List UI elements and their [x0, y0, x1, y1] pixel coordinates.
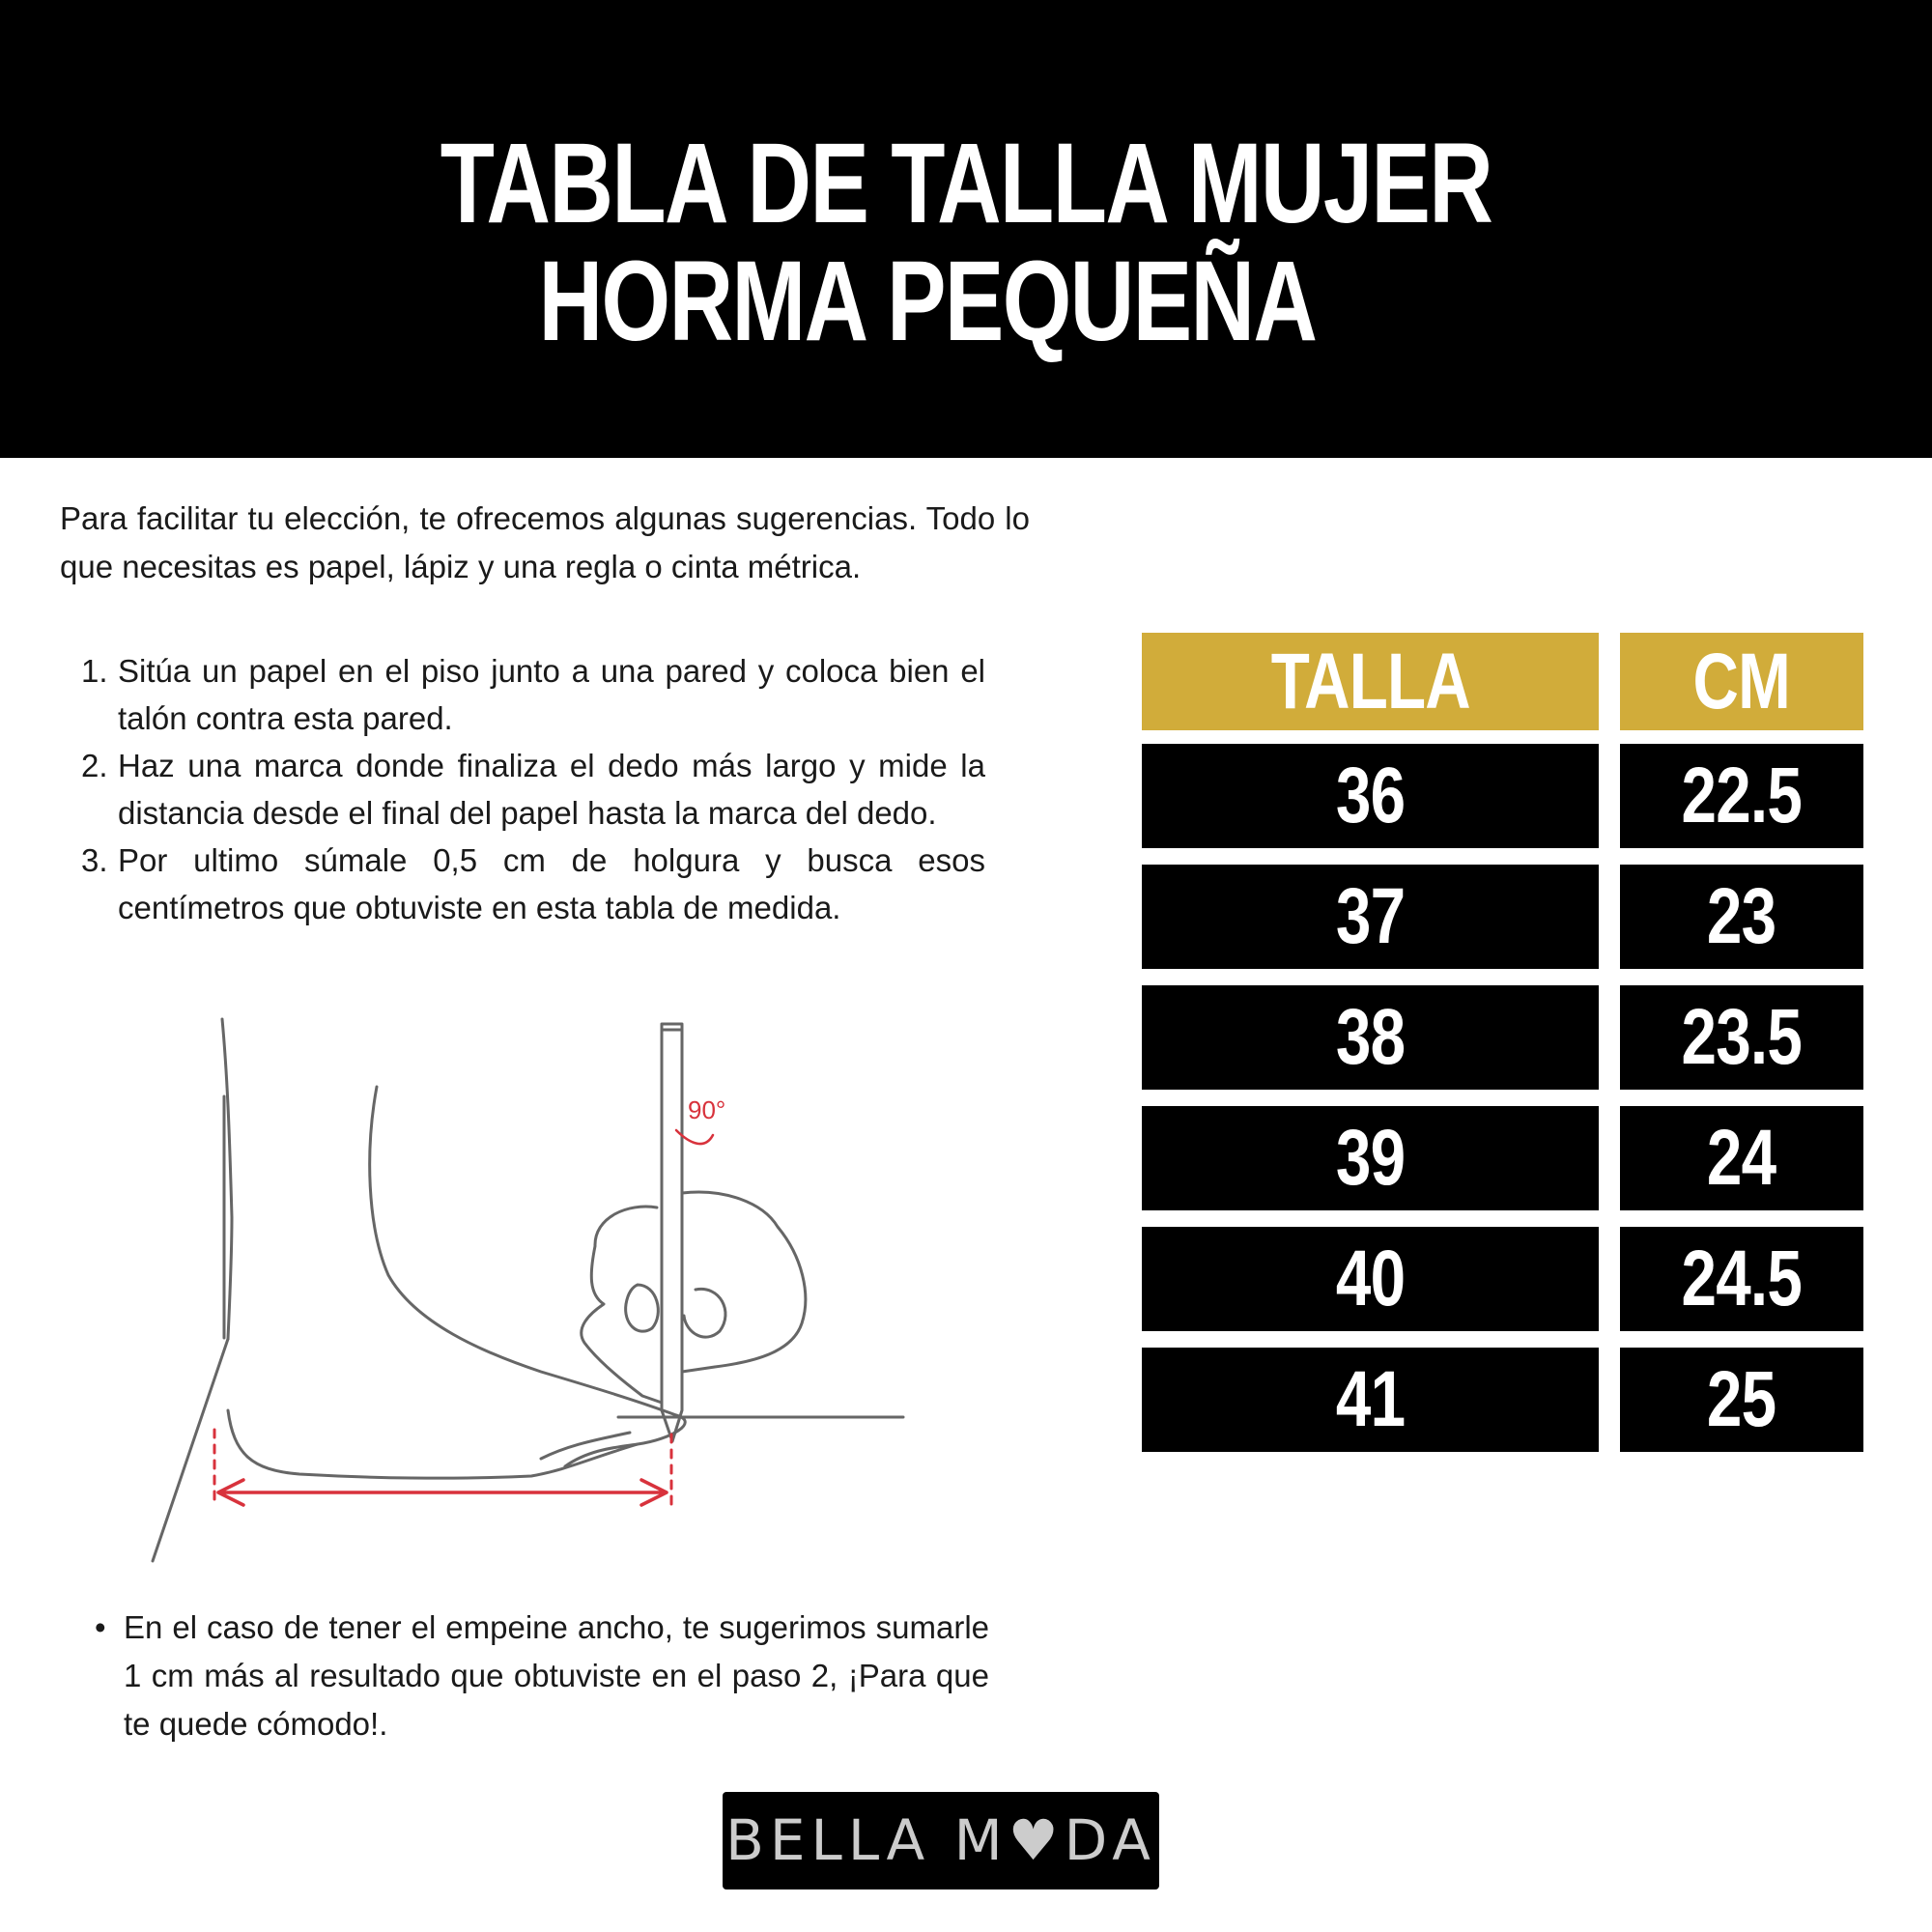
step-item	[81, 647, 985, 742]
table-cell-size: 39	[1142, 1106, 1599, 1210]
table-header-cm: CM	[1620, 633, 1863, 730]
table-cell-size: 41	[1142, 1348, 1599, 1452]
measure-arrow	[218, 1480, 667, 1505]
table-cell-cm: 23.5	[1620, 985, 1863, 1090]
step-text: Sitúa un papel en el piso junto a una pared y coloca bien el talón contra esta pared.	[118, 653, 985, 736]
step-text: Haz una marca donde finaliza el dedo más largo y mide la distancia desde el final del papel hasta la marca del dedo.	[118, 748, 985, 831]
table-cell-cm: 24.5	[1620, 1227, 1863, 1331]
table-cell-cm: 24	[1620, 1106, 1863, 1210]
instruction-steps	[81, 647, 985, 931]
finger	[684, 1289, 725, 1337]
angle-label: 90°	[688, 1095, 726, 1124]
table-cell-size: 36	[1142, 744, 1599, 848]
floor-diagonal	[153, 1339, 228, 1561]
step-text: Por ultimo súmale 0,5 cm de holgura y busca esos centímetros que obtuviste en esta tabla de medida.	[118, 842, 985, 925]
step-number: 1.	[81, 653, 108, 689]
header-banner	[0, 0, 1932, 458]
table-cell-size: 40	[1142, 1227, 1599, 1331]
thumb	[626, 1285, 659, 1331]
wide-instep-note	[95, 1604, 989, 1748]
table-cell-size: 38	[1142, 985, 1599, 1090]
table-cell-size: 37	[1142, 865, 1599, 969]
bullet-icon: •	[95, 1609, 106, 1645]
hand-outline	[582, 1192, 806, 1403]
page-title-line-2: HORMA PEQUEÑA	[538, 238, 1317, 365]
foot-outline	[228, 1087, 685, 1478]
step-item	[81, 837, 985, 931]
page-title-line-1: TABLA DE TALLA MUJER	[440, 120, 1492, 247]
foot-measure-illustration	[135, 1005, 927, 1575]
table-cell-cm: 22.5	[1620, 744, 1863, 848]
table-cell-cm: 25	[1620, 1348, 1863, 1452]
note-text: En el caso de tener el empeine ancho, te sugerimos sumarle 1 cm más al resultado que obtuviste en el paso 2, ¡Para que te quede cómodo!.	[124, 1609, 989, 1742]
brand-logo: BELLA M♥DA	[723, 1792, 1159, 1889]
step-number: 3.	[81, 842, 108, 878]
step-item	[81, 742, 985, 837]
intro-paragraph: Para facilitar tu elección, te ofrecemos algunas sugerencias. Todo lo que necesitas es papel, lápiz y una regla o cinta métrica.	[60, 500, 1030, 584]
table-cell-cm: 23	[1620, 865, 1863, 969]
pencil	[662, 1024, 682, 1441]
step-number: 2.	[81, 748, 108, 783]
table-header-talla: TALLA	[1142, 633, 1599, 730]
